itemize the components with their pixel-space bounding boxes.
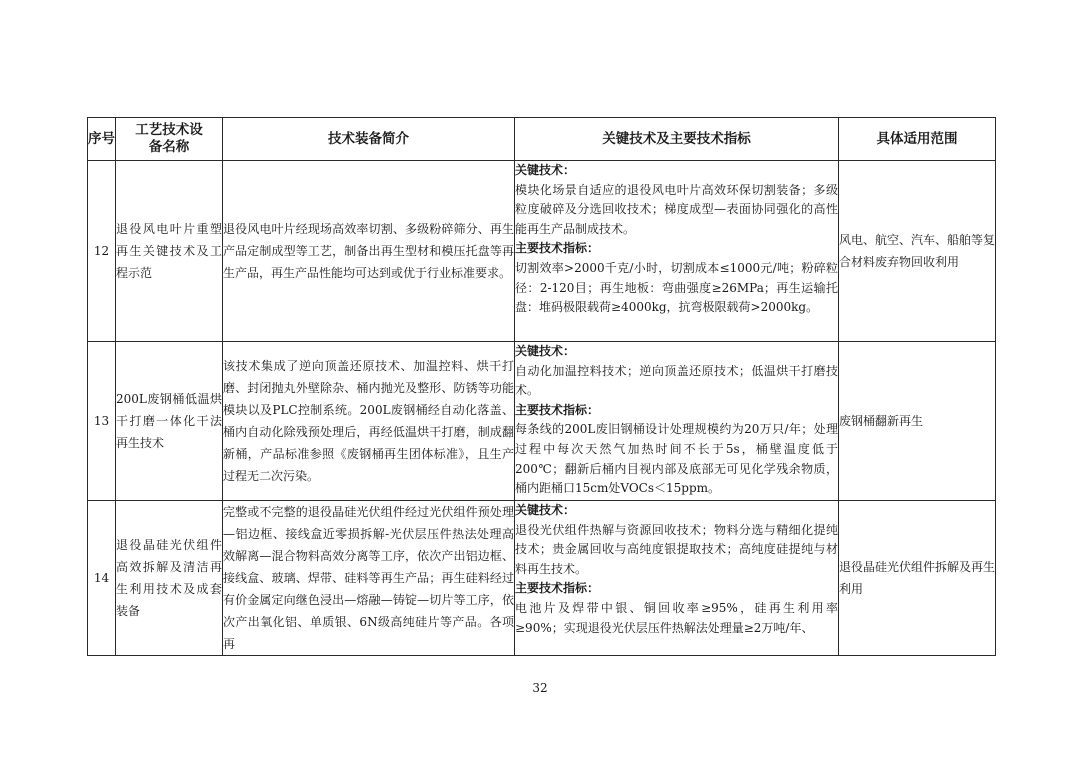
row-process-name: 退役风电叶片重塑再生关键技术及工程示范 — [116, 161, 223, 342]
table-row — [88, 161, 996, 342]
key-tech-heading: 关键技术： — [515, 503, 576, 517]
technology-table — [87, 117, 996, 656]
row-summary: 完整或不完整的退役晶硅光伏组件经过光伏组件预处理—铝边框、接线盒近零损拆解-光伏层压件热法处理高效解离—混合物料高效分离等工序，依次产出铝边框、接线盒、玻璃、焊带、硅料等再生产品；再生硅料经过有价金属定向继色浸出—熔融—铸锭—切片等工序，依次产出氧化铝、单质银、6N级高纯硅片等产品。各项再 — [223, 501, 515, 656]
header-scope: 具体适用范围 — [839, 118, 996, 161]
header-summary: 技术装备简介 — [223, 118, 515, 161]
tech-index-text: 每条线的200L废旧钢桶设计处理规模约为20万只/年；处理过程中每次天然气加热时间不长于5s，桶壁温度低于200℃；翻新后桶内目视内部及底部无可见化学残余物质，桶内距桶口15cm处VOCs＜15ppm。 — [515, 422, 838, 496]
row-summary: 退役风电叶片经现场高效率切割、多级粉碎筛分、再生产品定制成型等工艺，制备出再生型材和模压托盘等再生产品，再生产品性能均可达到或优于行业标准要求。 — [223, 161, 515, 342]
tech-index-text: 切割效率>2000千克/小时，切割成本≤1000元/吨；粉碎粒径：2-120目；再生地板：弯曲强度≥26MPa；再生运输托盘：堆码极限载荷≥4000kg，抗弯极限载荷>2000kg。 — [515, 260, 838, 315]
key-tech-text: 自动化加温控料技术；逆向顶盖还原技术；低温烘干打磨技术。 — [515, 363, 838, 398]
tech-index-text: 电池片及焊带中银、铜回收率≥95%，硅再生利用率≥90%；实现退役光伏层压件热解法处理量≥2万吨/年、 — [515, 600, 838, 635]
tech-index-heading: 主要技术指标： — [515, 402, 600, 417]
tech-index-heading: 主要技术指标： — [515, 581, 600, 596]
page-number: 32 — [532, 681, 548, 695]
row-serial-number: 13 — [88, 342, 116, 501]
row-process-name: 退役晶硅光伏组件高效拆解及清洁再生利用技术及成套装备 — [116, 501, 223, 656]
header-process-name: 工艺技术设备名称 — [116, 118, 223, 161]
row-serial-number: 12 — [88, 161, 116, 342]
key-tech-text: 退役光伏组件热解与资源回收技术；物料分选与精细化提纯技术；贵金属回收与高纯度银提取技术；高纯度硅提纯与材料再生技术。 — [515, 522, 838, 576]
row-summary: 该技术集成了逆向顶盖还原技术、加温控料、烘干打磨、封闭抛丸外壁除杂、桶内抛光及整形、防锈等功能模块以及PLC控制系统。200L废钢桶经自动化落盖、桶内自动化除残预处理后，再经低温烘干打磨，制成翻新桶，产品标准参照《废钢桶再生团体标准》，且生产过程无二次污染。 — [223, 342, 515, 501]
row-scope: 废钢桶翻新再生 — [839, 342, 996, 501]
table-header-row — [88, 118, 996, 161]
row-key-tech — [515, 161, 839, 342]
header-serial-number: 序号 — [88, 118, 116, 161]
header-key-tech: 关键技术及主要技术指标 — [515, 118, 839, 161]
row-serial-number: 14 — [88, 501, 116, 656]
key-tech-text: 模块化场景自适应的退役风电叶片高效环保切割装备；多级粒度破碎及分选回收技术；梯度成型—表面协同强化的高性能再生产品制成技术。 — [515, 182, 838, 236]
row-scope: 退役晶硅光伏组件拆解及再生利用 — [839, 501, 996, 656]
table-row — [88, 501, 996, 656]
key-tech-heading: 关键技术： — [515, 344, 576, 358]
row-key-tech — [515, 501, 839, 656]
table-row — [88, 342, 996, 501]
row-process-name: 200L废钢桶低温烘干打磨一体化干法再生技术 — [116, 342, 223, 501]
row-key-tech — [515, 342, 839, 501]
key-tech-heading: 关键技术： — [515, 163, 576, 177]
tech-index-heading: 主要技术指标： — [515, 241, 600, 256]
row-scope: 风电、航空、汽车、船舶等复合材料废弃物回收利用 — [839, 161, 996, 342]
